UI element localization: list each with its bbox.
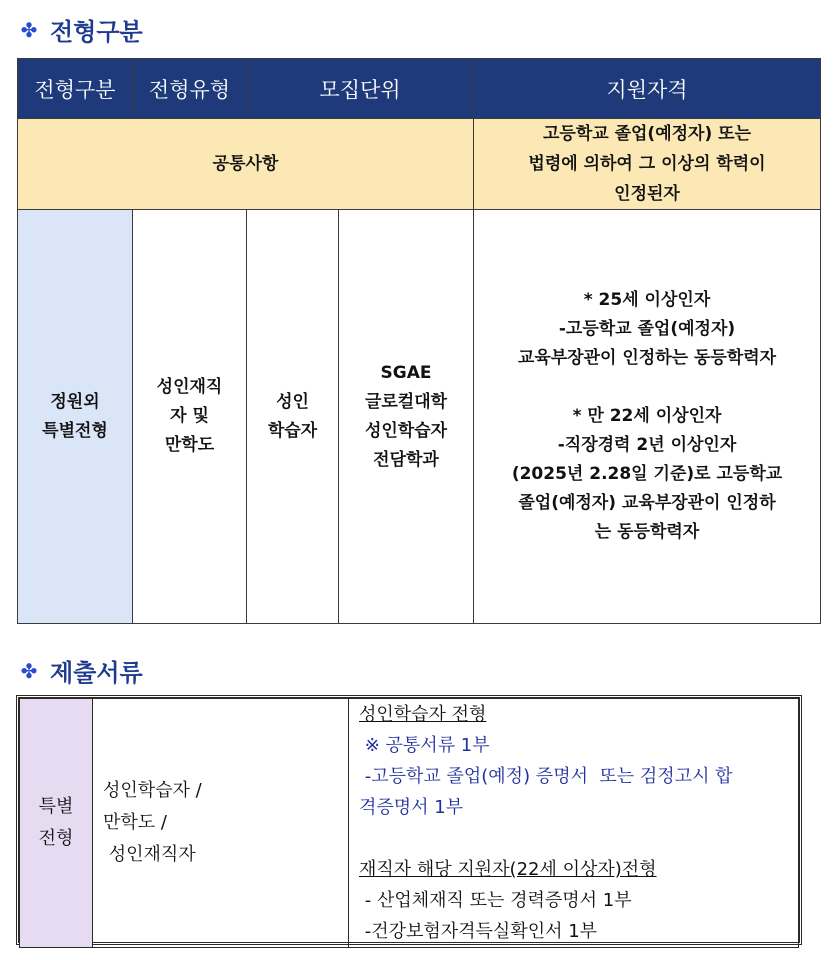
- documents-list: 성인학습자 전형 ※ 공통서류 1부 -고등학교 졸업(예정) 증명서 또는 검정고시 합 격증명서 1부 재직자 해당 지원자(22세 이상자)전형 - 산업체재직 또는 경력증명서 1부 -건강보험자격득실확인서 1부: [349, 699, 799, 948]
- section-title: 제출서류: [50, 659, 143, 687]
- documents-category: 특별 전형: [20, 699, 93, 948]
- section-heading-admission-type: [18, 12, 143, 47]
- common-row: [18, 119, 821, 210]
- clover-bullet-icon: ✤: [20, 658, 38, 683]
- unit-cell-a: 성인 학습자: [247, 210, 339, 624]
- group-title-employee: 재직자 해당 지원자(22세 이상자)전형: [359, 859, 657, 880]
- header-unit: 모집단위: [247, 59, 474, 119]
- documents-types: 성인학습자 / 만학도 / 성인재직자: [93, 699, 349, 948]
- documents-row: [20, 699, 799, 948]
- clover-bullet-icon: ✤: [20, 17, 38, 42]
- group-title-adult-learner: 성인학습자 전형: [359, 704, 487, 725]
- section-title: 전형구분: [50, 18, 143, 46]
- header-category: 전형구분: [18, 59, 133, 119]
- common-label: 공통사항: [18, 119, 474, 210]
- type-cell: 성인재직 자 및 만학도: [133, 210, 247, 624]
- qualification-cell: * 25세 이상인자 -고등학교 졸업(예정자) 교육부장관이 인정하는 동등학력자 * 만 22세 이상인자 -직장경력 2년 이상인자 (2025년 2.28일 기준)로 고등학교 졸업(예정자) 교육부장관이 인정하 는 동등학력자: [474, 210, 821, 624]
- documents-table: [19, 698, 799, 948]
- admission-table: [17, 58, 821, 624]
- unit-cell-b: SGAE 글로컬대학 성인학습자 전담학과: [339, 210, 474, 624]
- header-qualification: 지원자격: [474, 59, 821, 119]
- section-heading-documents: [18, 653, 143, 688]
- common-qualification: 고등학교 졸업(예정자) 또는 법령에 의하여 그 이상의 학력이 인정된자: [474, 119, 821, 210]
- header-row: [18, 59, 821, 119]
- header-type: 전형유형: [133, 59, 247, 119]
- documents-table-frame: [16, 695, 802, 945]
- special-admission-row: [18, 210, 821, 624]
- category-cell: 정원외 특별전형: [18, 210, 133, 624]
